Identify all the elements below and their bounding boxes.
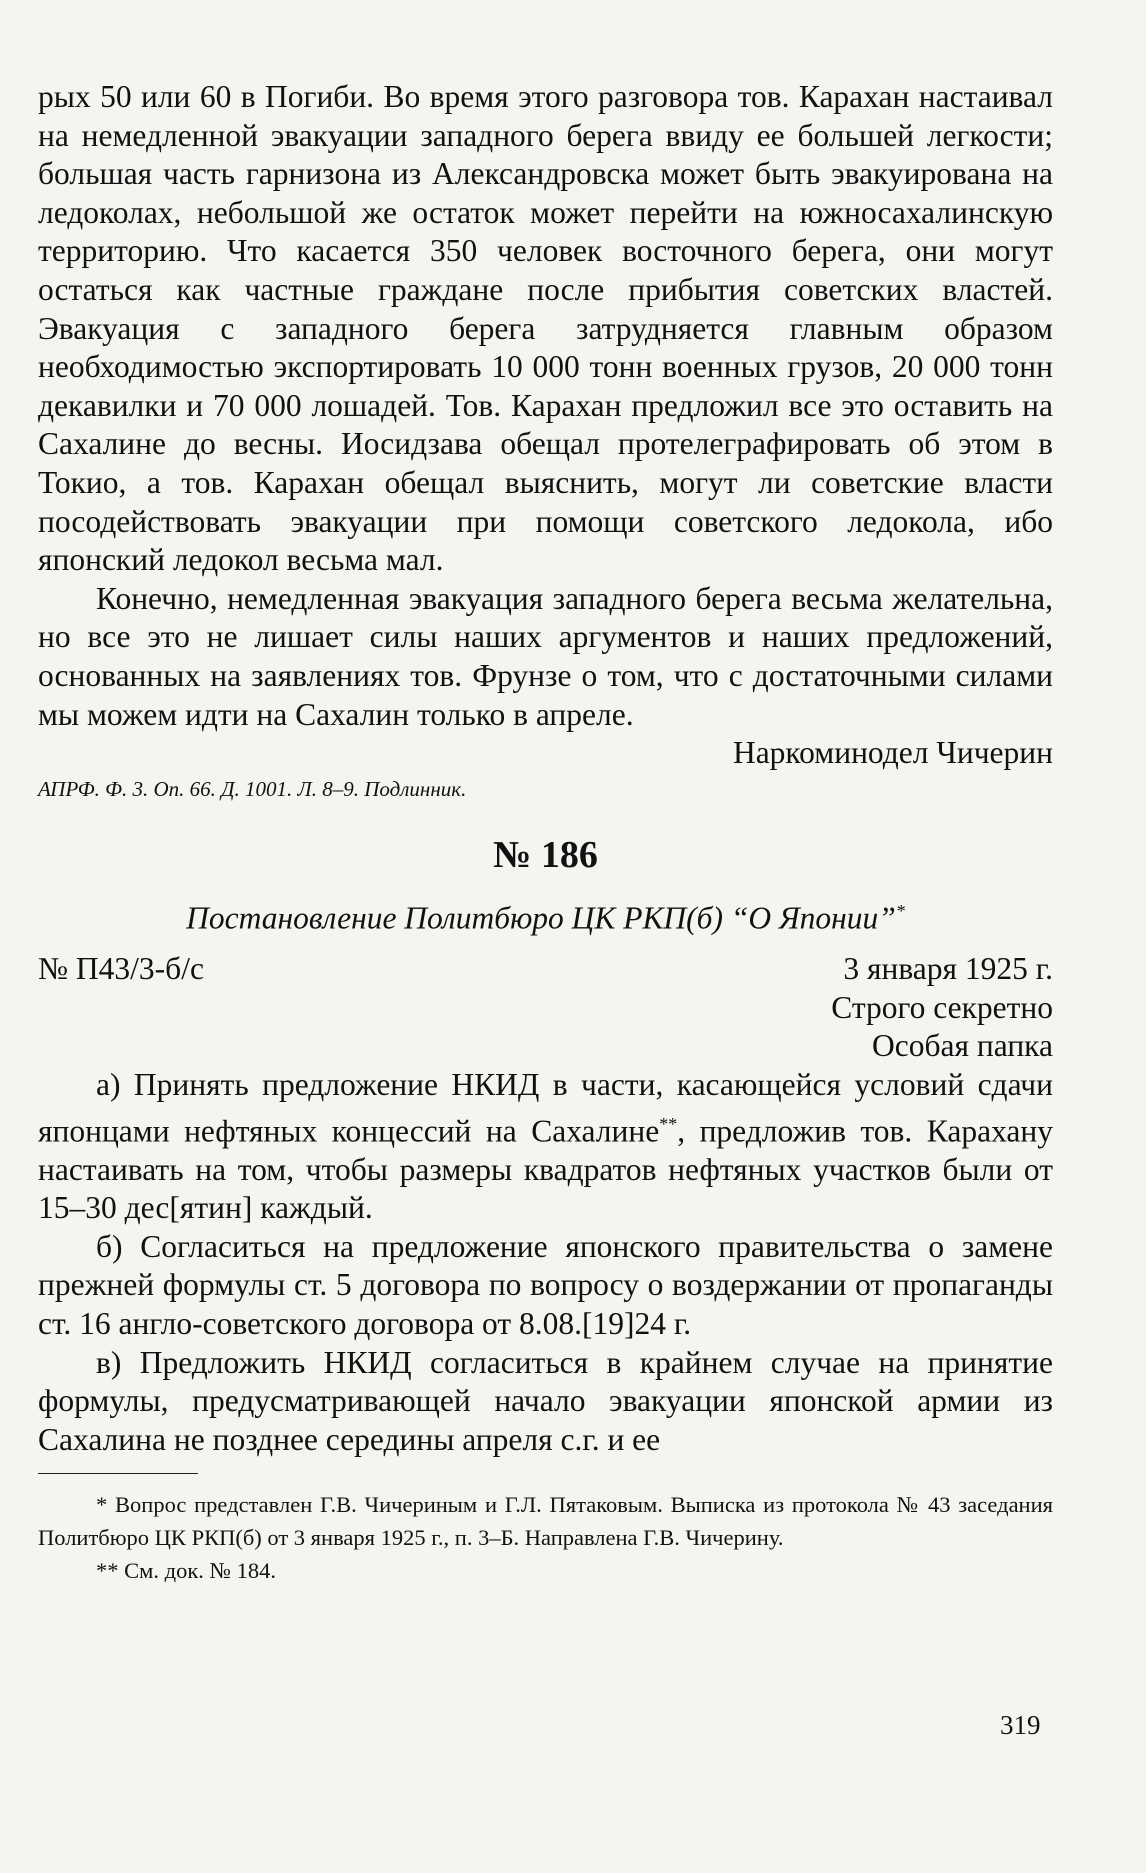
document-number: № 186 — [493, 833, 598, 876]
secrecy-stamp: Строго секретно — [831, 989, 1053, 1025]
footnote-mark: * — [895, 900, 905, 921]
clause-b: б) Согласиться на предложение японского правительства о замене прежней формулы ст. 5 договора по вопросу о воздержании от пропаганды ст. 16 англо-советского договора от 8.08.[19]24 г. — [38, 1228, 1053, 1342]
footnotes — [38, 1488, 1053, 1587]
folder-stamp: Особая папка — [872, 1028, 1053, 1064]
clause-a-part1: а) Принять предложение НКИД в части, касающейся условий сдачи японцами нефтяных концессий на Сахалине — [38, 1066, 1053, 1149]
document-date: 3 января 1925 г. — [843, 951, 1053, 987]
clause-c: в) Предложить НКИД согласиться в крайнем случае на принятие формулы, предусматривающей начало эвакуации японской армии из Сахалина не позднее середины апреля с.г. и ее — [38, 1344, 1053, 1457]
document-title-text: Постановление Политбюро ЦК РКП(б) “О Японии” — [186, 900, 896, 936]
requisites-line — [38, 950, 1053, 989]
paragraph-conclusion: Конечно, немедленная эвакуация западного берега весьма желательна, но все это не лишает силы наших аргументов и наших предложений, основанных на заявлениях тов. Фрунзе о том, что с достаточными силами мы можем идти на Сахалин только в апреле. — [38, 580, 1053, 732]
clause-a — [38, 1066, 1053, 1228]
document-title — [38, 891, 1053, 939]
registration-number: № П43/3-б/с — [38, 951, 204, 987]
paragraph-continuation: рых 50 или 60 в Погиби. Во время этого разговора тов. Карахан настаивал на немедленной эвакуации западного берега ввиду ее большей легкости; большая часть гарнизона из Александровска может быть эвакуирована на ледоколах, небольшой же остаток может перейти на южносахалинскую территорию. Что касается 350 человек восточного берега, они могут остаться как частные граждане после прибытия советских властей. Эвакуация с западного берега затрудняется главным образом необходимостью экспортировать 10 000 тонн военных грузов, 20 000 тонн декавилки и 70 000 лошадей. Тов. Карахан предложил все это оставить на Сахалине до весны. Иосидзава обещал протелеграфировать об этом в Токио, а тов. Карахан обещал выяснить, могут ли советские власти посодействовать эвакуации при помощи советского ледокола, ибо японский ледокол весьма мал. — [38, 79, 1053, 578]
archive-source: АПРФ. Ф. 3. Оп. 66. Д. 1001. Л. 8–9. Подлинник. — [38, 776, 467, 801]
footnote-2: ** См. док. № 184. — [96, 1558, 276, 1584]
footnote-mark: ** — [659, 1113, 678, 1134]
page-number: 319 — [1000, 1710, 1041, 1740]
signature: Наркоминодел Чичерин — [732, 735, 1053, 771]
footnote-divider — [38, 1473, 198, 1474]
footnote-1: * Вопрос представлен Г.В. Чичериным и Г.Л. Пятаковым. Выписка из протокола № 43 заседания Политбюро ЦК РКП(б) от 3 января 1925 г., п. 3–Б. Направлена Г.В. Чичерину. — [38, 1492, 1053, 1551]
clause-a-part2: , предложив тов. Карахану настаивать на том, чтобы размеры квадратов нефтяных участков были от 15–30 дес[ятин] каждый. — [38, 1113, 1053, 1226]
